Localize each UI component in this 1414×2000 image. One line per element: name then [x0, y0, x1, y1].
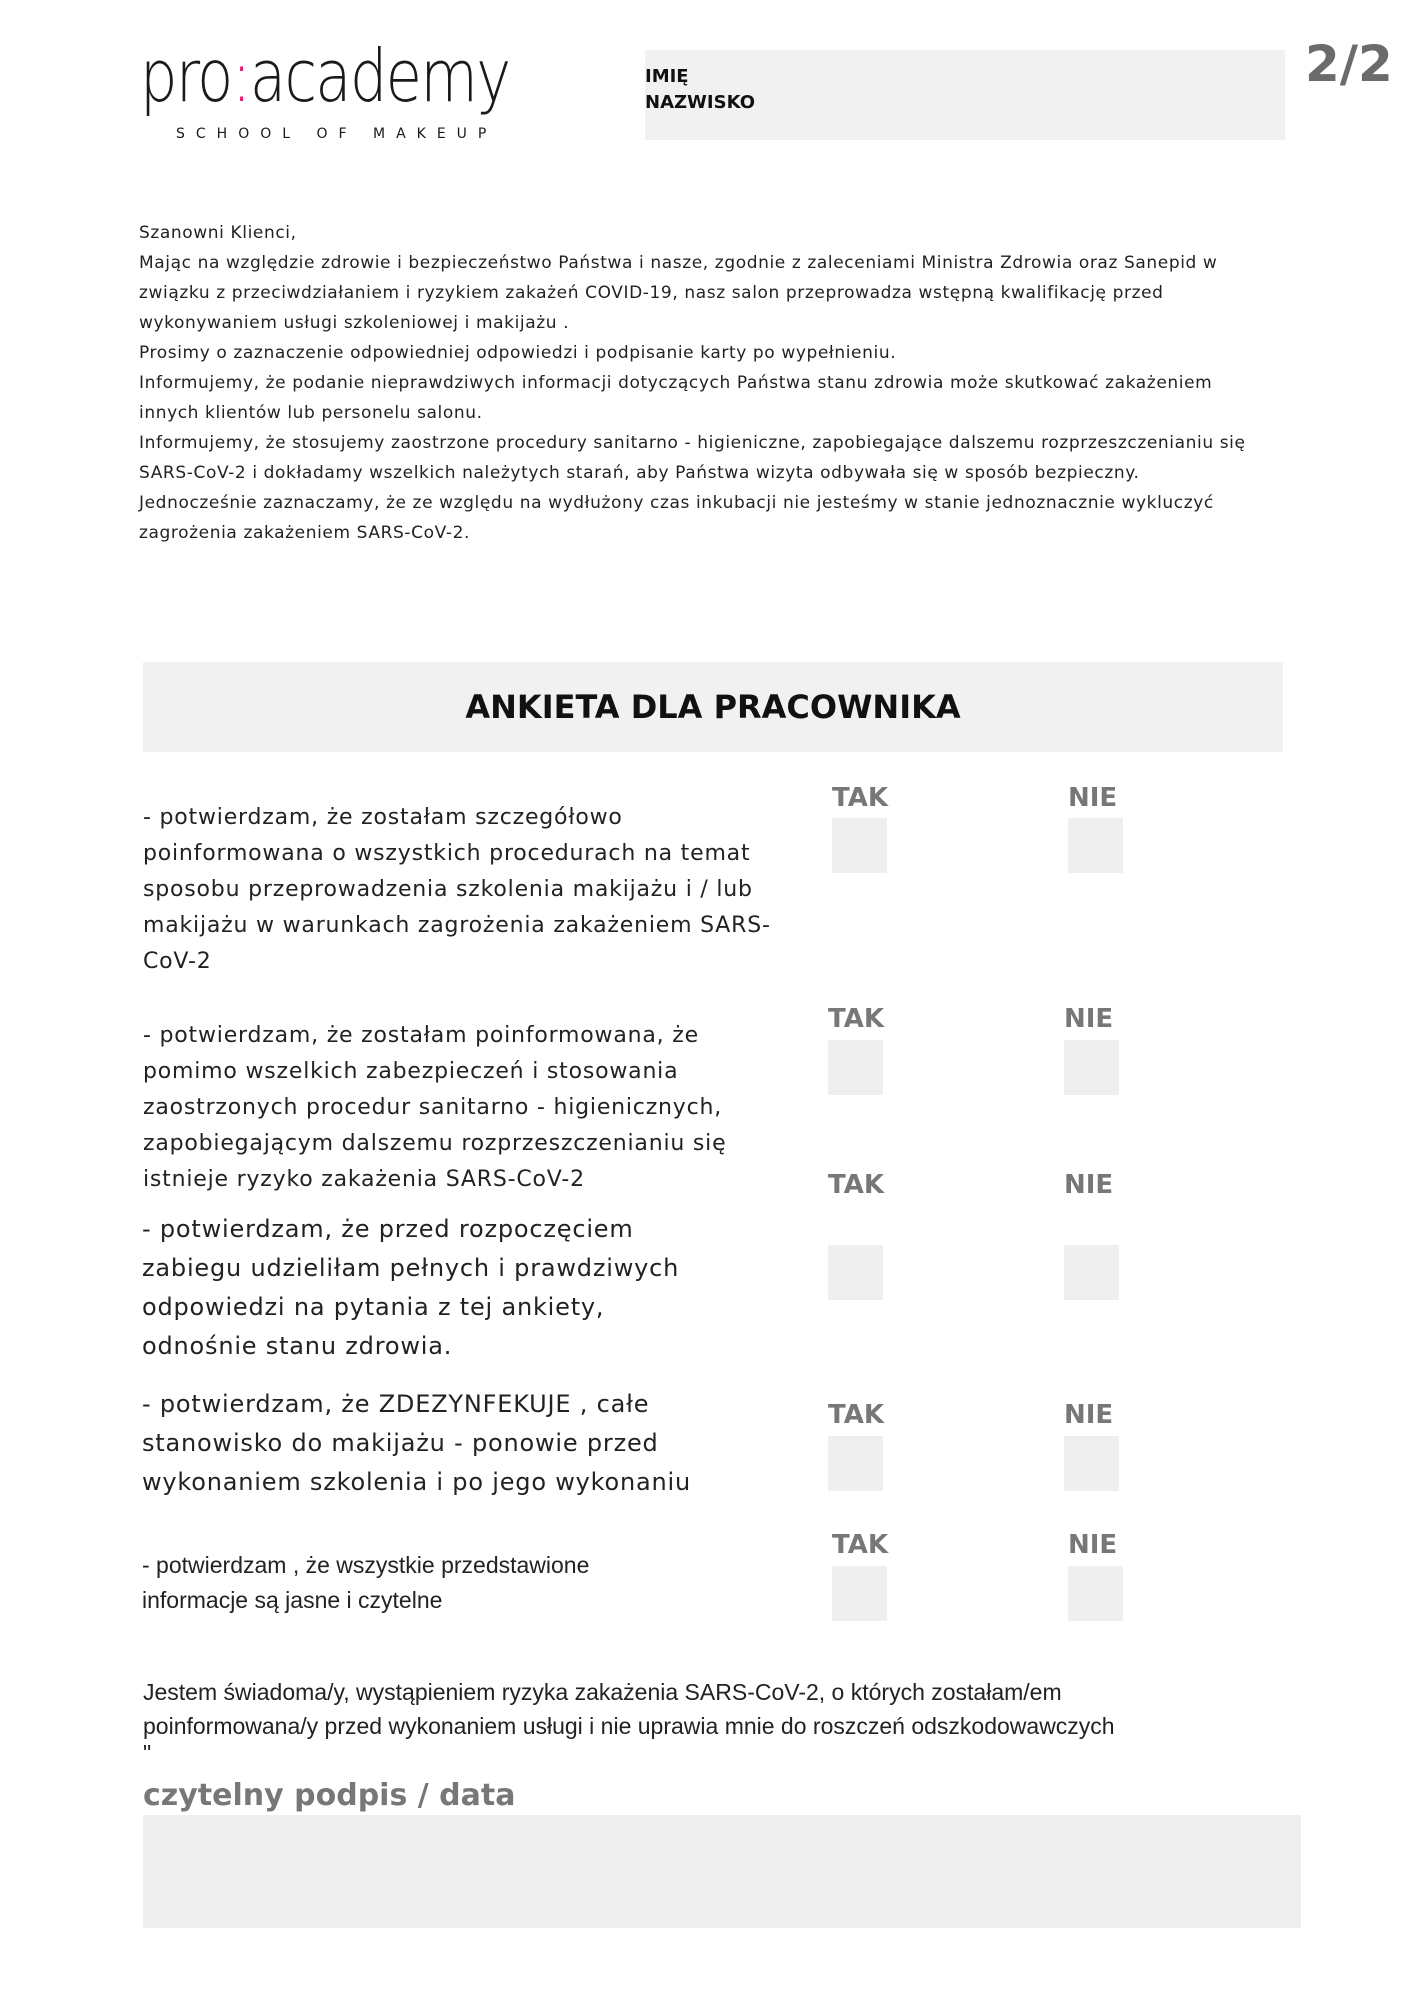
question-line: - potwierdzam, że zostałam poinformowana, że — [143, 1023, 699, 1048]
last-name-label: NAZWISKO — [645, 92, 756, 113]
question-3-yes-label: TAK — [828, 1170, 884, 1200]
question-2-text — [143, 1018, 726, 1198]
intro-line: Szanowni Klienci, — [139, 223, 297, 243]
declaration-line: Jestem świadoma/y, wystąpieniem ryzyka zakażenia SARS-CoV-2, o których zostałam/em — [143, 1679, 1062, 1705]
page-number: 2/2 — [1305, 35, 1393, 93]
question-3-text — [142, 1210, 679, 1366]
intro-line: związku z przeciwdziałaniem i ryzykiem zakażeń COVID-19, nasz salon przeprowadza wstępną kwalifikację przed — [139, 283, 1164, 303]
question-line: poinformowana o wszystkich procedurach na temat — [143, 841, 751, 866]
logo-text-academy: academy — [249, 34, 510, 118]
question-1-yes-checkbox[interactable] — [832, 818, 887, 873]
question-2-no-checkbox[interactable] — [1064, 1040, 1119, 1095]
declaration-line: " — [143, 1740, 152, 1766]
question-line: wykonaniem szkolenia i po jego wykonaniu — [142, 1468, 691, 1496]
question-5-yes-checkbox[interactable] — [832, 1566, 887, 1621]
question-5-yes-label: TAK — [832, 1530, 888, 1560]
signature-field[interactable] — [143, 1815, 1301, 1928]
question-1-no-checkbox[interactable] — [1068, 818, 1123, 873]
question-3-no-checkbox[interactable] — [1064, 1245, 1119, 1300]
question-line: pomimo wszelkich zabezpieczeń i stosowania — [143, 1059, 679, 1084]
intro-line: zagrożenia zakażeniem SARS-CoV-2. — [139, 523, 470, 543]
logo-text-pro: pro — [140, 34, 232, 118]
name-field[interactable] — [645, 50, 1285, 140]
question-2-yes-label: TAK — [828, 1004, 884, 1034]
question-line: zabiegu udzieliłam pełnych i prawdziwych — [142, 1254, 680, 1282]
question-5-text — [142, 1548, 589, 1618]
question-line: CoV-2 — [143, 949, 212, 974]
intro-line: Prosimy o zaznaczenie odpowiedniej odpowiedzi i podpisanie karty po wypełnieniu. — [139, 343, 897, 363]
question-3-no-label: NIE — [1064, 1170, 1114, 1200]
question-2-no-label: NIE — [1064, 1004, 1114, 1034]
question-line: sposobu przeprowadzenia szkolenia makijażu i / lub — [143, 877, 753, 902]
question-line: istnieje ryzyko zakażenia SARS-CoV-2 — [143, 1167, 585, 1192]
question-line: odnośnie stanu zdrowia. — [142, 1332, 453, 1360]
question-line: - potwierdzam , że wszystkie przedstawione — [142, 1552, 590, 1578]
intro-line: SARS-CoV-2 i dokładamy wszelkich należytych starań, aby Państwa wizyta odbywała się w sposób bezpieczny. — [139, 463, 1140, 483]
survey-title: ANKIETA DLA PRACOWNIKA — [465, 688, 961, 726]
question-5-no-label: NIE — [1068, 1530, 1118, 1560]
question-4-text — [142, 1385, 691, 1502]
survey-header — [143, 662, 1283, 752]
question-3-yes-checkbox[interactable] — [828, 1245, 883, 1300]
question-4-yes-checkbox[interactable] — [828, 1436, 883, 1491]
intro-line: innych klientów lub personelu salonu. — [139, 403, 483, 423]
intro-line: Informujemy, że stosujemy zaostrzone procedury sanitarno - higieniczne, zapobiegające dalszemu rozprzeszczenianiu się — [139, 433, 1246, 453]
question-2-yes-checkbox[interactable] — [828, 1040, 883, 1095]
question-line: - potwierdzam, że zostałam szczegółowo — [143, 805, 623, 830]
question-4-no-checkbox[interactable] — [1064, 1436, 1119, 1491]
question-1-text — [143, 800, 771, 980]
intro-line: Jednocześnie zaznaczamy, że ze względu na wydłużony czas inkubacji nie jesteśmy w stanie jednoznacznie wykluczyć — [139, 493, 1214, 513]
question-5-no-checkbox[interactable] — [1068, 1566, 1123, 1621]
question-1-yes-label: TAK — [832, 783, 888, 813]
declaration-text — [143, 1675, 1115, 1766]
question-line: makijażu w warunkach zagrożenia zakażeniem SARS- — [143, 913, 771, 938]
logo — [140, 34, 510, 150]
question-line: stanowisko do makijażu - ponowie przed — [142, 1429, 659, 1457]
intro-text — [139, 218, 1289, 548]
question-line: informacje są jasne i czytelne — [142, 1587, 443, 1613]
logo-subtitle: SCHOOL OF MAKEUP — [176, 126, 498, 142]
question-line: - potwierdzam, że ZDEZYNFEKUJE , całe — [142, 1390, 650, 1418]
question-4-yes-label: TAK — [828, 1400, 884, 1430]
signature-label: czytelny podpis / data — [143, 1778, 516, 1813]
question-line: zaostrzonych procedur sanitarno - higienicznych, — [143, 1095, 723, 1120]
intro-line: Informujemy, że podanie nieprawdziwych informacji dotyczących Państwa stanu zdrowia może skutkować zakażeniem — [139, 373, 1213, 393]
first-name-label: IMIĘ — [645, 66, 689, 87]
logo-wordmark — [140, 34, 510, 118]
question-line: zapobiegającym dalszemu rozprzeszczenianiu się — [143, 1131, 727, 1156]
question-1-no-label: NIE — [1068, 783, 1118, 813]
intro-line: wykonywaniem usługi szkoleniowej i makijażu . — [139, 313, 570, 333]
declaration-line: poinformowana/y przed wykonaniem usługi i nie uprawia mnie do roszczeń odszkodowawczych — [143, 1713, 1115, 1739]
intro-line: Mając na względzie zdrowie i bezpieczeństwo Państwa i nasze, zgodnie z zaleceniami Ministra Zdrowia oraz Sanepid w — [139, 253, 1218, 273]
question-4-no-label: NIE — [1064, 1400, 1114, 1430]
question-line: - potwierdzam, że przed rozpoczęciem — [142, 1215, 634, 1243]
logo-colon: : — [231, 34, 250, 118]
question-line: odpowiedzi na pytania z tej ankiety, — [142, 1293, 605, 1321]
